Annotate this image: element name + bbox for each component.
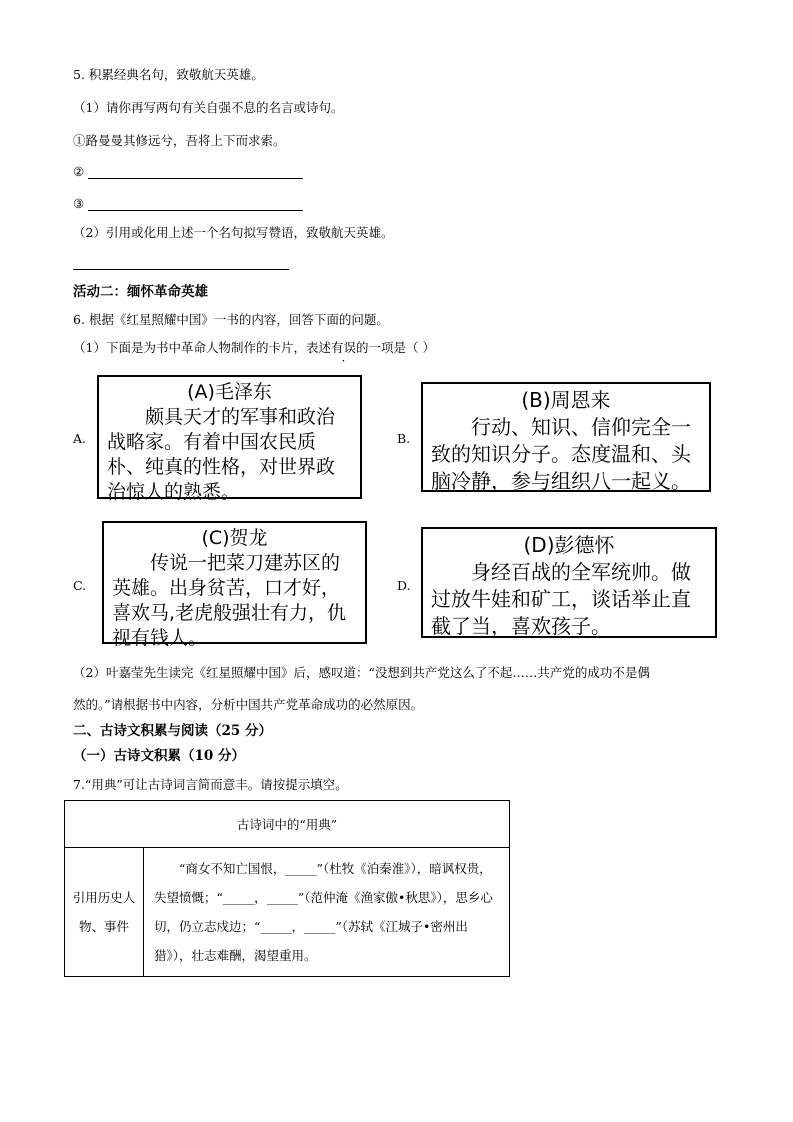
q5-item2-blank[interactable] bbox=[88, 178, 303, 179]
option-b-body: 行动、知识、信仰完全一致的知识分子。态度温和、头脑冷静，参与组织八一起义。 bbox=[431, 415, 691, 493]
option-a-title: (A)毛泽东 bbox=[187, 381, 272, 403]
option-d-letter[interactable]: D. bbox=[397, 578, 411, 593]
q5-stem: 5. 积累经典名句，致敬航天英雄。 bbox=[73, 67, 264, 82]
q5-part2: （2）引用或化用上述一个名句拟写赞语，致敬航天英雄。 bbox=[73, 225, 394, 240]
q5-part1: （1）请你再写两句有关自强不息的名言或诗句。 bbox=[73, 100, 344, 115]
allusion-table-header: 古诗词中的“用典” bbox=[65, 801, 510, 848]
q5-part2-blank[interactable] bbox=[73, 269, 289, 270]
option-b-title: (B)周恩来 bbox=[521, 388, 611, 412]
q6-part2-line1: （2）叶嘉莹先生读完《红星照耀中国》后，感叹道：“没想到共产党这么了不起……共产党的成功不是偶 bbox=[73, 665, 650, 680]
option-c-body: 传说一把菜刀建苏区的英雄。出身贫苦，口才好，喜欢马,老虎般强壮有力，仇视有钱人。 bbox=[112, 552, 347, 649]
option-d-body: 身经百战的全军统帅。做过放牛娃和矿工，谈话举止直截了当，喜欢孩子。 bbox=[431, 560, 691, 638]
option-d-title: (D)彭德怀 bbox=[523, 533, 615, 557]
option-a-body: 颇具天才的军事和政治战略家。有着中国农民质朴、纯真的性格，对世界政治惊人的熟悉。 bbox=[107, 406, 336, 503]
q5-item2-label: ② bbox=[73, 164, 85, 179]
option-a-card[interactable] bbox=[97, 375, 362, 503]
q6-part1-emphasis: 有误 bbox=[330, 340, 356, 355]
option-c-title: (C)贺龙 bbox=[201, 527, 268, 549]
allusion-table-side-label: 引用历史人物、事件 bbox=[65, 848, 144, 977]
q5-item1: ①路曼曼其修远兮，吾将上下而求索。 bbox=[73, 133, 286, 148]
section2-title: 二、古诗文积累与阅读（25 分） bbox=[73, 723, 272, 739]
q7-stem: 7.“用典”可让古诗词言简而意丰。请按提示填空。 bbox=[73, 777, 348, 792]
q6-part2-line2: 然的。”请根据书中内容，分析中国共产党革命成功的必然原因。 bbox=[73, 697, 424, 712]
q6-stem: 6. 根据《红星照耀中国》一书的内容，回答下面的问题。 bbox=[73, 312, 389, 327]
q5-item3-blank[interactable] bbox=[88, 210, 303, 211]
option-d-card[interactable] bbox=[421, 527, 717, 638]
option-b-card[interactable] bbox=[421, 382, 711, 492]
section2-sub1: （一）古诗文积累（10 分） bbox=[73, 748, 245, 764]
q6-part1 bbox=[73, 340, 435, 356]
option-c-card[interactable] bbox=[102, 521, 367, 649]
option-c-letter[interactable]: C. bbox=[73, 578, 87, 593]
q6-part1-pre: （1）下面是为书中革命人物制作的卡片，表述 bbox=[73, 340, 331, 355]
q6-part1-post: 的一项是（ ） bbox=[355, 340, 435, 355]
q5-item3-label: ③ bbox=[73, 196, 85, 211]
allusion-table-content[interactable]: “商女不知亡国恨，_____”（杜牧《泊秦淮》），暗讽权贵，失望愤慨；“_____，_____”（范仲淹《渔家傲•秋思》），思乡心切，仍立志戍边；“_____，_____”（苏轼《江城子•密州出猎》），壮志难酬，渴望重用。 bbox=[144, 848, 510, 977]
activity2-title: 活动二：缅怀革命英雄 bbox=[73, 284, 208, 300]
allusion-table bbox=[64, 800, 510, 977]
option-b-letter[interactable]: B. bbox=[397, 431, 411, 446]
option-a-letter[interactable]: A. bbox=[73, 431, 87, 446]
